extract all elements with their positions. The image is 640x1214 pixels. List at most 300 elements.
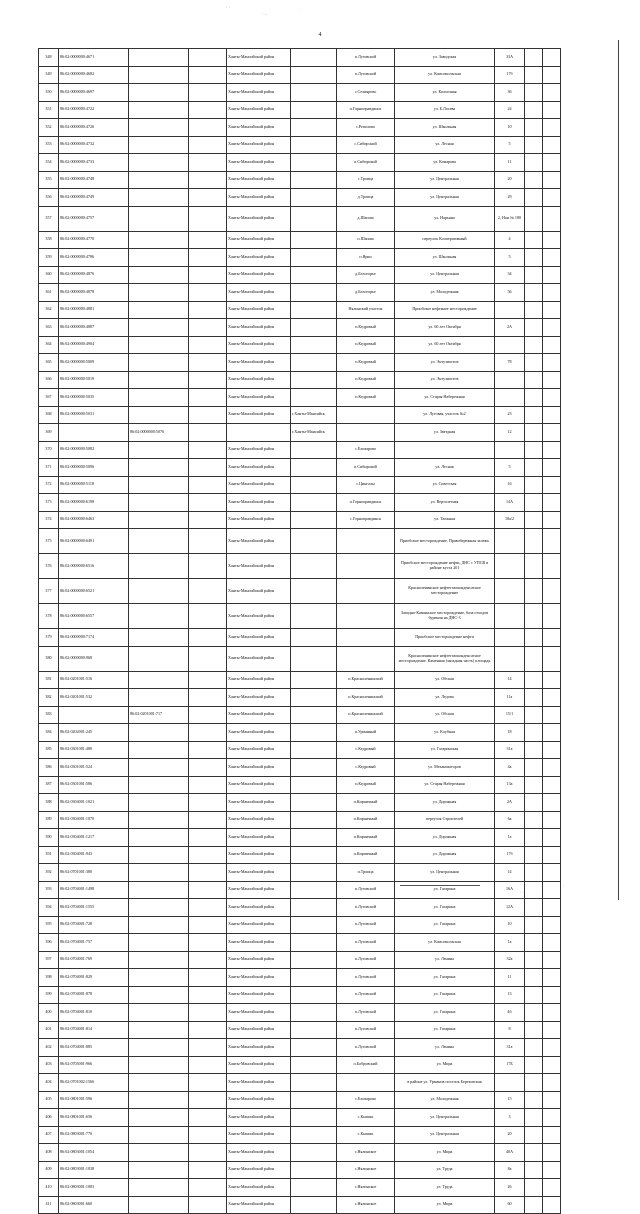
table-cell: 86:02:0000000:5118 <box>59 476 129 494</box>
table-cell: ул. Комарова <box>395 154 495 172</box>
table-cell <box>525 136 543 154</box>
table-cell: п.Кедровый <box>337 371 395 389</box>
table-cell: 86:02:0000000:6198 <box>59 494 129 512</box>
table-row <box>39 1161 561 1179</box>
table-cell <box>129 119 189 137</box>
table-cell <box>543 724 561 742</box>
table-cell: 86:02:0704001:757 <box>59 934 129 952</box>
table-cell <box>543 476 561 494</box>
table-cell <box>189 646 227 671</box>
table-cell: 2А <box>495 319 525 337</box>
table-cell: Ханты-Мансийский район <box>227 119 291 137</box>
table-cell <box>543 189 561 207</box>
table-cell <box>525 741 543 759</box>
table-cell: с.Цингалы <box>337 476 395 494</box>
table-cell: 86:02:0803001:770 <box>59 1126 129 1144</box>
table-cell: 86:02:0704001:814 <box>59 1021 129 1039</box>
table-cell: с.Горноправдинск <box>337 511 395 529</box>
table-row <box>39 136 561 154</box>
table-cell <box>543 846 561 864</box>
table-cell: Ханты-Мансийский район <box>227 406 291 424</box>
table-cell: Ханты-Мансийский район <box>227 389 291 407</box>
table-cell: 1а <box>495 934 525 952</box>
table-cell <box>189 1179 227 1197</box>
table-cell: Ханты-Мансийский район <box>227 371 291 389</box>
table-cell <box>129 206 189 231</box>
table-cell <box>189 759 227 777</box>
table-cell <box>189 1021 227 1039</box>
registry-table <box>38 48 561 1214</box>
table-row <box>39 84 561 102</box>
table-cell: 5 <box>495 249 525 267</box>
table-cell <box>495 604 525 629</box>
table-cell <box>189 811 227 829</box>
table-cell: Ханты-Мансийский район <box>227 459 291 477</box>
table-cell: п.Шапша <box>337 231 395 249</box>
table-row <box>39 66 561 84</box>
table-cell <box>291 706 337 724</box>
table-cell <box>543 706 561 724</box>
table-cell: Ханты-Мансийский район <box>227 724 291 742</box>
table-cell <box>291 794 337 812</box>
table-cell <box>525 829 543 847</box>
table-cell: 399 <box>39 986 59 1004</box>
table-cell <box>543 49 561 67</box>
table-cell <box>525 441 543 459</box>
table-cell <box>337 406 395 424</box>
table-cell: ул. Центральная <box>395 266 495 284</box>
table-cell: Приобское нефтяное месторождение <box>395 301 495 319</box>
table-cell: п.Красноленинский <box>337 706 395 724</box>
table-cell: 86:02:0000000:968 <box>59 646 129 671</box>
table-cell <box>291 829 337 847</box>
table-cell <box>291 206 337 231</box>
table-cell: 6а <box>495 811 525 829</box>
table-cell <box>291 529 337 554</box>
table-cell <box>291 1074 337 1092</box>
table-cell: 86:02:0000000:5082 <box>59 441 129 459</box>
table-cell: ул. Гагарина <box>395 916 495 934</box>
table-cell <box>543 951 561 969</box>
table-cell <box>291 66 337 84</box>
table-cell <box>129 511 189 529</box>
table-row <box>39 529 561 554</box>
table-cell <box>337 646 395 671</box>
scan-mark: . · <box>560 884 565 889</box>
table-cell: Ханты-Мансийский район <box>227 494 291 512</box>
table-cell: 368 <box>39 406 59 424</box>
table-cell <box>129 301 189 319</box>
table-cell: п.Луговской <box>337 1021 395 1039</box>
table-row <box>39 1109 561 1127</box>
table-cell: 410 <box>39 1179 59 1197</box>
table-cell <box>291 371 337 389</box>
table-cell: ул. Ленина <box>395 951 495 969</box>
table-cell: 86:02:0801001:656 <box>59 1109 129 1127</box>
table-cell <box>129 629 189 647</box>
table-cell <box>525 881 543 899</box>
table-cell <box>189 66 227 84</box>
table-cell: ул. Дорожная <box>395 829 495 847</box>
table-row <box>39 724 561 742</box>
table-cell: ул. Луговая, участок №2 <box>395 406 495 424</box>
table-cell <box>543 646 561 671</box>
table-cell <box>189 1074 227 1092</box>
table-cell: 363 <box>39 319 59 337</box>
table-cell: п.Кедровый <box>337 319 395 337</box>
table-cell <box>543 424 561 442</box>
table-cell: с.Нялинское <box>337 1161 395 1179</box>
table-cell <box>189 671 227 689</box>
table-cell <box>543 84 561 102</box>
table-cell <box>525 811 543 829</box>
table-cell: 86:02:0000000:4881 <box>59 301 129 319</box>
table-cell: ул. Мира <box>395 1056 495 1074</box>
table-cell <box>291 1126 337 1144</box>
table-cell <box>189 579 227 604</box>
table-cell: 86:02:0304001:1021 <box>59 794 129 812</box>
table-cell <box>291 864 337 882</box>
table-cell: ул. Дорожная <box>395 846 495 864</box>
table-cell: 86:02:0301001:524 <box>59 759 129 777</box>
table-cell: 86:02:0000000:4722 <box>59 101 129 119</box>
table-cell <box>189 441 227 459</box>
table-cell: 86:02:0000000:4757 <box>59 206 129 231</box>
table-cell: 86:02:0000000:4770 <box>59 231 129 249</box>
table-cell <box>525 986 543 1004</box>
table-cell <box>129 899 189 917</box>
table-cell <box>129 1144 189 1162</box>
table-cell <box>129 579 189 604</box>
table-cell: 391 <box>39 846 59 864</box>
table-cell: 405 <box>39 1091 59 1109</box>
table-cell: Ханты-Мансийский район <box>227 986 291 1004</box>
table-row <box>39 119 561 137</box>
table-cell: ул. Б.Лосева <box>395 101 495 119</box>
table-cell <box>291 1021 337 1039</box>
table-cell: 408 <box>39 1144 59 1162</box>
table-cell <box>129 84 189 102</box>
table-cell <box>129 986 189 1004</box>
table-cell <box>525 66 543 84</box>
table-cell: 20 <box>495 1126 525 1144</box>
table-cell <box>189 724 227 742</box>
table-cell <box>525 794 543 812</box>
table-cell <box>543 864 561 882</box>
table-cell <box>543 494 561 512</box>
table-row <box>39 171 561 189</box>
table-cell: 29 <box>495 189 525 207</box>
table-cell <box>129 336 189 354</box>
table-cell <box>189 794 227 812</box>
table-cell <box>495 441 525 459</box>
table-cell: 86:02:0803001:1038 <box>59 1161 129 1179</box>
table-cell <box>543 916 561 934</box>
table-cell <box>525 1021 543 1039</box>
table-cell <box>189 529 227 554</box>
table-cell <box>129 864 189 882</box>
table-cell <box>543 899 561 917</box>
table-cell: 86:02:0803001:1054 <box>59 1144 129 1162</box>
table-cell <box>59 706 129 724</box>
table-cell: 86:02:0000000:4682 <box>59 66 129 84</box>
table-row <box>39 101 561 119</box>
table-cell <box>525 646 543 671</box>
table-cell: Ханты-Мансийский район <box>227 66 291 84</box>
table-cell: г.Ханты-Мансийск <box>291 424 337 442</box>
table-cell: ул. Таежная <box>395 511 495 529</box>
table-cell <box>291 554 337 579</box>
table-cell <box>395 441 495 459</box>
table-cell <box>129 604 189 629</box>
table-cell: ул. Центральная <box>395 171 495 189</box>
table-cell: 86:02:0000000:6491 <box>59 529 129 554</box>
table-cell: 86:02:0000000:4876 <box>59 266 129 284</box>
table-cell: 380 <box>39 646 59 671</box>
table-cell: Ханты-Мансийский район <box>227 646 291 671</box>
table-cell: 18а/2 <box>495 511 525 529</box>
table-cell: Ханты-Мансийский район <box>227 604 291 629</box>
table-cell <box>543 671 561 689</box>
table-cell: Ханты-Мансийский район <box>227 476 291 494</box>
scan-mark: . . <box>520 890 524 895</box>
table-cell <box>129 529 189 554</box>
table-cell: 86:02:0000000:4878 <box>59 284 129 302</box>
table-cell: 31а <box>495 1039 525 1057</box>
table-cell: 383 <box>39 706 59 724</box>
table-cell <box>543 101 561 119</box>
table-row <box>39 951 561 969</box>
table-cell: 394 <box>39 899 59 917</box>
table-cell <box>291 189 337 207</box>
table-cell: 5 <box>495 136 525 154</box>
table-cell <box>525 1056 543 1074</box>
table-cell: 357 <box>39 206 59 231</box>
table-cell: п.Луговской <box>337 899 395 917</box>
table-cell: 375 <box>39 529 59 554</box>
table-row <box>39 301 561 319</box>
table-cell: г.Ханты-Мансийск <box>291 406 337 424</box>
scan-mark: · .. <box>262 12 268 17</box>
table-cell: Ханты-Мансийский район <box>227 1021 291 1039</box>
table-cell <box>525 101 543 119</box>
table-cell: 56 <box>495 284 525 302</box>
table-cell <box>189 84 227 102</box>
table-cell <box>543 1091 561 1109</box>
table-cell <box>291 671 337 689</box>
table-row <box>39 776 561 794</box>
table-cell: 5 <box>495 459 525 477</box>
table-cell <box>189 101 227 119</box>
table-row <box>39 266 561 284</box>
table-cell: 33А <box>495 49 525 67</box>
table-cell <box>189 969 227 987</box>
table-cell: Ханты-Мансийский район <box>227 231 291 249</box>
table-cell <box>525 724 543 742</box>
table-cell <box>291 934 337 952</box>
table-cell: 393 <box>39 881 59 899</box>
table-cell <box>495 371 525 389</box>
table-cell: п.Кирпичный <box>337 811 395 829</box>
table-cell <box>337 424 395 442</box>
table-cell <box>525 671 543 689</box>
table-cell: ул. Нарьяна <box>395 206 495 231</box>
table-cell: Ханты-Мансийский район <box>227 829 291 847</box>
table-cell: с.Селиярово <box>337 84 395 102</box>
table-cell: п.Луговской <box>337 969 395 987</box>
table-cell: 371 <box>39 459 59 477</box>
table-cell <box>525 406 543 424</box>
table-cell <box>543 794 561 812</box>
table-cell: Ханты-Мансийский район <box>227 934 291 952</box>
table-cell <box>129 1109 189 1127</box>
table-cell: 86:02:0301001:586 <box>59 776 129 794</box>
table-cell <box>189 336 227 354</box>
table-cell: Ханты-Мансийский район <box>227 554 291 579</box>
table-cell <box>525 154 543 172</box>
table-cell: Ханты-Мансийский район <box>227 671 291 689</box>
table-cell <box>543 301 561 319</box>
table-cell <box>129 171 189 189</box>
table-cell <box>189 389 227 407</box>
table-row <box>39 811 561 829</box>
table-cell <box>129 741 189 759</box>
table-cell <box>543 1126 561 1144</box>
table-cell <box>525 371 543 389</box>
table-cell: Ханты-Мансийский район <box>227 629 291 647</box>
table-cell: ул. Гагарина <box>395 899 495 917</box>
table-cell <box>525 1196 543 1214</box>
table-cell: Ханты-Мансийский район <box>227 864 291 882</box>
table-cell <box>291 1196 337 1214</box>
table-cell: 396 <box>39 934 59 952</box>
table-cell: с.Реполово <box>337 119 395 137</box>
table-cell: Ханты-Мансийский район <box>227 1144 291 1162</box>
table-cell <box>189 1091 227 1109</box>
table-cell: 390 <box>39 829 59 847</box>
table-cell <box>495 301 525 319</box>
table-cell <box>129 671 189 689</box>
table-cell <box>129 951 189 969</box>
table-cell: ул. Обская <box>395 671 495 689</box>
table-cell <box>525 529 543 554</box>
table-cell: Ханты-Мансийский район <box>227 49 291 67</box>
table-cell: 385 <box>39 741 59 759</box>
table-cell: 86:02:0704001:728 <box>59 916 129 934</box>
table-cell: 86:02:0000000:5076 <box>129 424 189 442</box>
table-cell: 348 <box>39 49 59 67</box>
table-cell <box>525 899 543 917</box>
table-cell: 60 <box>495 1196 525 1214</box>
table-cell <box>129 934 189 952</box>
table-cell <box>543 1039 561 1057</box>
table-cell <box>291 231 337 249</box>
table-cell: 86:02:0000000:6463 <box>59 511 129 529</box>
table-row <box>39 759 561 777</box>
table-cell <box>189 424 227 442</box>
table-cell: Ханты-Мансийский район <box>227 951 291 969</box>
table-cell: ул. Лесная <box>395 459 495 477</box>
table-cell <box>337 529 395 554</box>
table-row <box>39 441 561 459</box>
table-row <box>39 1179 561 1197</box>
table-cell <box>189 629 227 647</box>
table-cell <box>189 1109 227 1127</box>
table-cell <box>189 1039 227 1057</box>
table-cell: ул. Мира <box>395 1144 495 1162</box>
table-cell <box>189 829 227 847</box>
table-cell: п.Троица <box>337 864 395 882</box>
table-cell <box>525 689 543 707</box>
table-cell <box>525 119 543 137</box>
table-cell <box>189 511 227 529</box>
table-cell <box>291 604 337 629</box>
table-cell: ул. Колхозная <box>395 84 495 102</box>
table-cell <box>129 136 189 154</box>
table-cell: 26 <box>495 1179 525 1197</box>
table-cell <box>291 1039 337 1057</box>
table-cell <box>543 249 561 267</box>
table-cell: 369 <box>39 424 59 442</box>
table-cell: 86:02:0000000:5019 <box>59 371 129 389</box>
table-cell <box>189 1196 227 1214</box>
table-cell <box>525 354 543 372</box>
table-cell: 3 <box>495 1109 525 1127</box>
table-cell: 4а <box>495 759 525 777</box>
table-cell: ул. Центральная <box>395 1109 495 1127</box>
table-cell: 378 <box>39 604 59 629</box>
table-cell: Ханты-Мансийский район <box>227 171 291 189</box>
table-row <box>39 969 561 987</box>
table-cell <box>525 1074 543 1092</box>
table-row <box>39 1074 561 1092</box>
table-cell <box>543 154 561 172</box>
table-cell <box>525 554 543 579</box>
table-cell: 13 <box>495 986 525 1004</box>
table-cell <box>525 336 543 354</box>
table-cell: д.Шапша <box>337 206 395 231</box>
table-cell: п.Кедровый <box>337 776 395 794</box>
table-row <box>39 389 561 407</box>
table-cell: Ханты-Мансийский район <box>227 1004 291 1022</box>
table-cell: Ханты-Мансийский район <box>227 579 291 604</box>
table-cell <box>543 759 561 777</box>
table-cell: Ханты-Мансийский район <box>227 354 291 372</box>
table-row <box>39 554 561 579</box>
table-cell: 86:02:0000000:4697 <box>59 84 129 102</box>
table-cell: 364 <box>39 336 59 354</box>
table-cell: Ханты-Мансийский район <box>227 1196 291 1214</box>
table-cell: п.Красноленинский <box>337 671 395 689</box>
table-cell: 86:02:0000000:4904 <box>59 336 129 354</box>
table-cell <box>543 1074 561 1092</box>
table-row <box>39 864 561 882</box>
table-row <box>39 406 561 424</box>
table-cell: 353 <box>39 136 59 154</box>
table-cell: 407 <box>39 1126 59 1144</box>
table-cell: 86:02:0701002:1566 <box>59 1074 129 1092</box>
table-cell <box>525 1004 543 1022</box>
table-cell <box>291 154 337 172</box>
table-cell <box>337 1074 395 1092</box>
table-row <box>39 511 561 529</box>
table-cell <box>543 554 561 579</box>
table-cell <box>291 266 337 284</box>
table-cell <box>543 406 561 424</box>
table-cell <box>337 604 395 629</box>
table-row <box>39 604 561 629</box>
table-cell <box>129 249 189 267</box>
